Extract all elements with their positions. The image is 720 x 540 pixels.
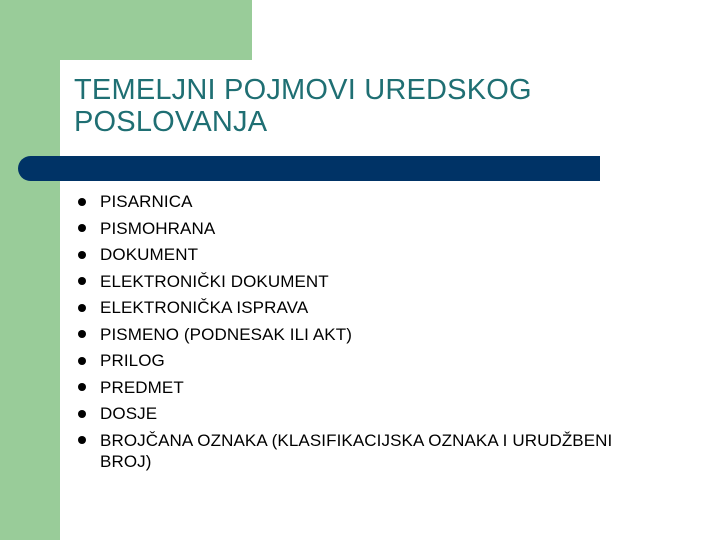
bullet-dot-icon xyxy=(78,377,100,398)
list-item xyxy=(78,218,638,239)
concept-list xyxy=(78,191,638,477)
green-side-band xyxy=(0,0,60,540)
bullet-dot-icon xyxy=(78,324,100,345)
list-item-text: PISMENO (PODNESAK ILI AKT) xyxy=(100,324,352,344)
list-item-text: PREDMET xyxy=(100,377,184,397)
bullet-dot-icon xyxy=(78,297,100,318)
list-item-text: PISARNICA xyxy=(100,192,193,211)
list-item-text: ELEKTRONIČKA ISPRAVA xyxy=(100,298,309,317)
bullet-dot-icon xyxy=(78,350,100,371)
bullet-dot-icon xyxy=(78,430,100,451)
title-divider-bar xyxy=(18,156,600,181)
list-item xyxy=(78,244,638,265)
slide-title: TEMELJNI POJMOVI UREDSKOG POSLOVANJA xyxy=(74,74,532,138)
list-item xyxy=(78,324,638,345)
list-item xyxy=(78,377,638,398)
bullet-dot-icon xyxy=(78,271,100,292)
list-item xyxy=(78,297,638,318)
list-item xyxy=(78,350,638,371)
list-item-text: ELEKTRONIČKI DOKUMENT xyxy=(100,271,329,291)
list-item xyxy=(78,430,638,472)
bullet-dot-icon xyxy=(78,191,100,212)
green-top-band xyxy=(0,0,252,60)
list-item-text: PRILOG xyxy=(100,351,165,370)
list-item xyxy=(78,271,638,292)
list-item-text: BROJČANA OZNAKA (KLASIFIKACIJSKA OZNAKA I URUDŽBENI BROJ) xyxy=(100,430,613,471)
bullet-dot-icon xyxy=(78,244,100,265)
list-item xyxy=(78,403,638,424)
list-item-text: DOKUMENT xyxy=(100,245,199,264)
list-item-text: DOSJE xyxy=(100,404,158,423)
list-item xyxy=(78,191,638,212)
list-item-text: PISMOHRANA xyxy=(100,218,216,238)
bullet-dot-icon xyxy=(78,403,100,424)
bullet-dot-icon xyxy=(78,218,100,239)
